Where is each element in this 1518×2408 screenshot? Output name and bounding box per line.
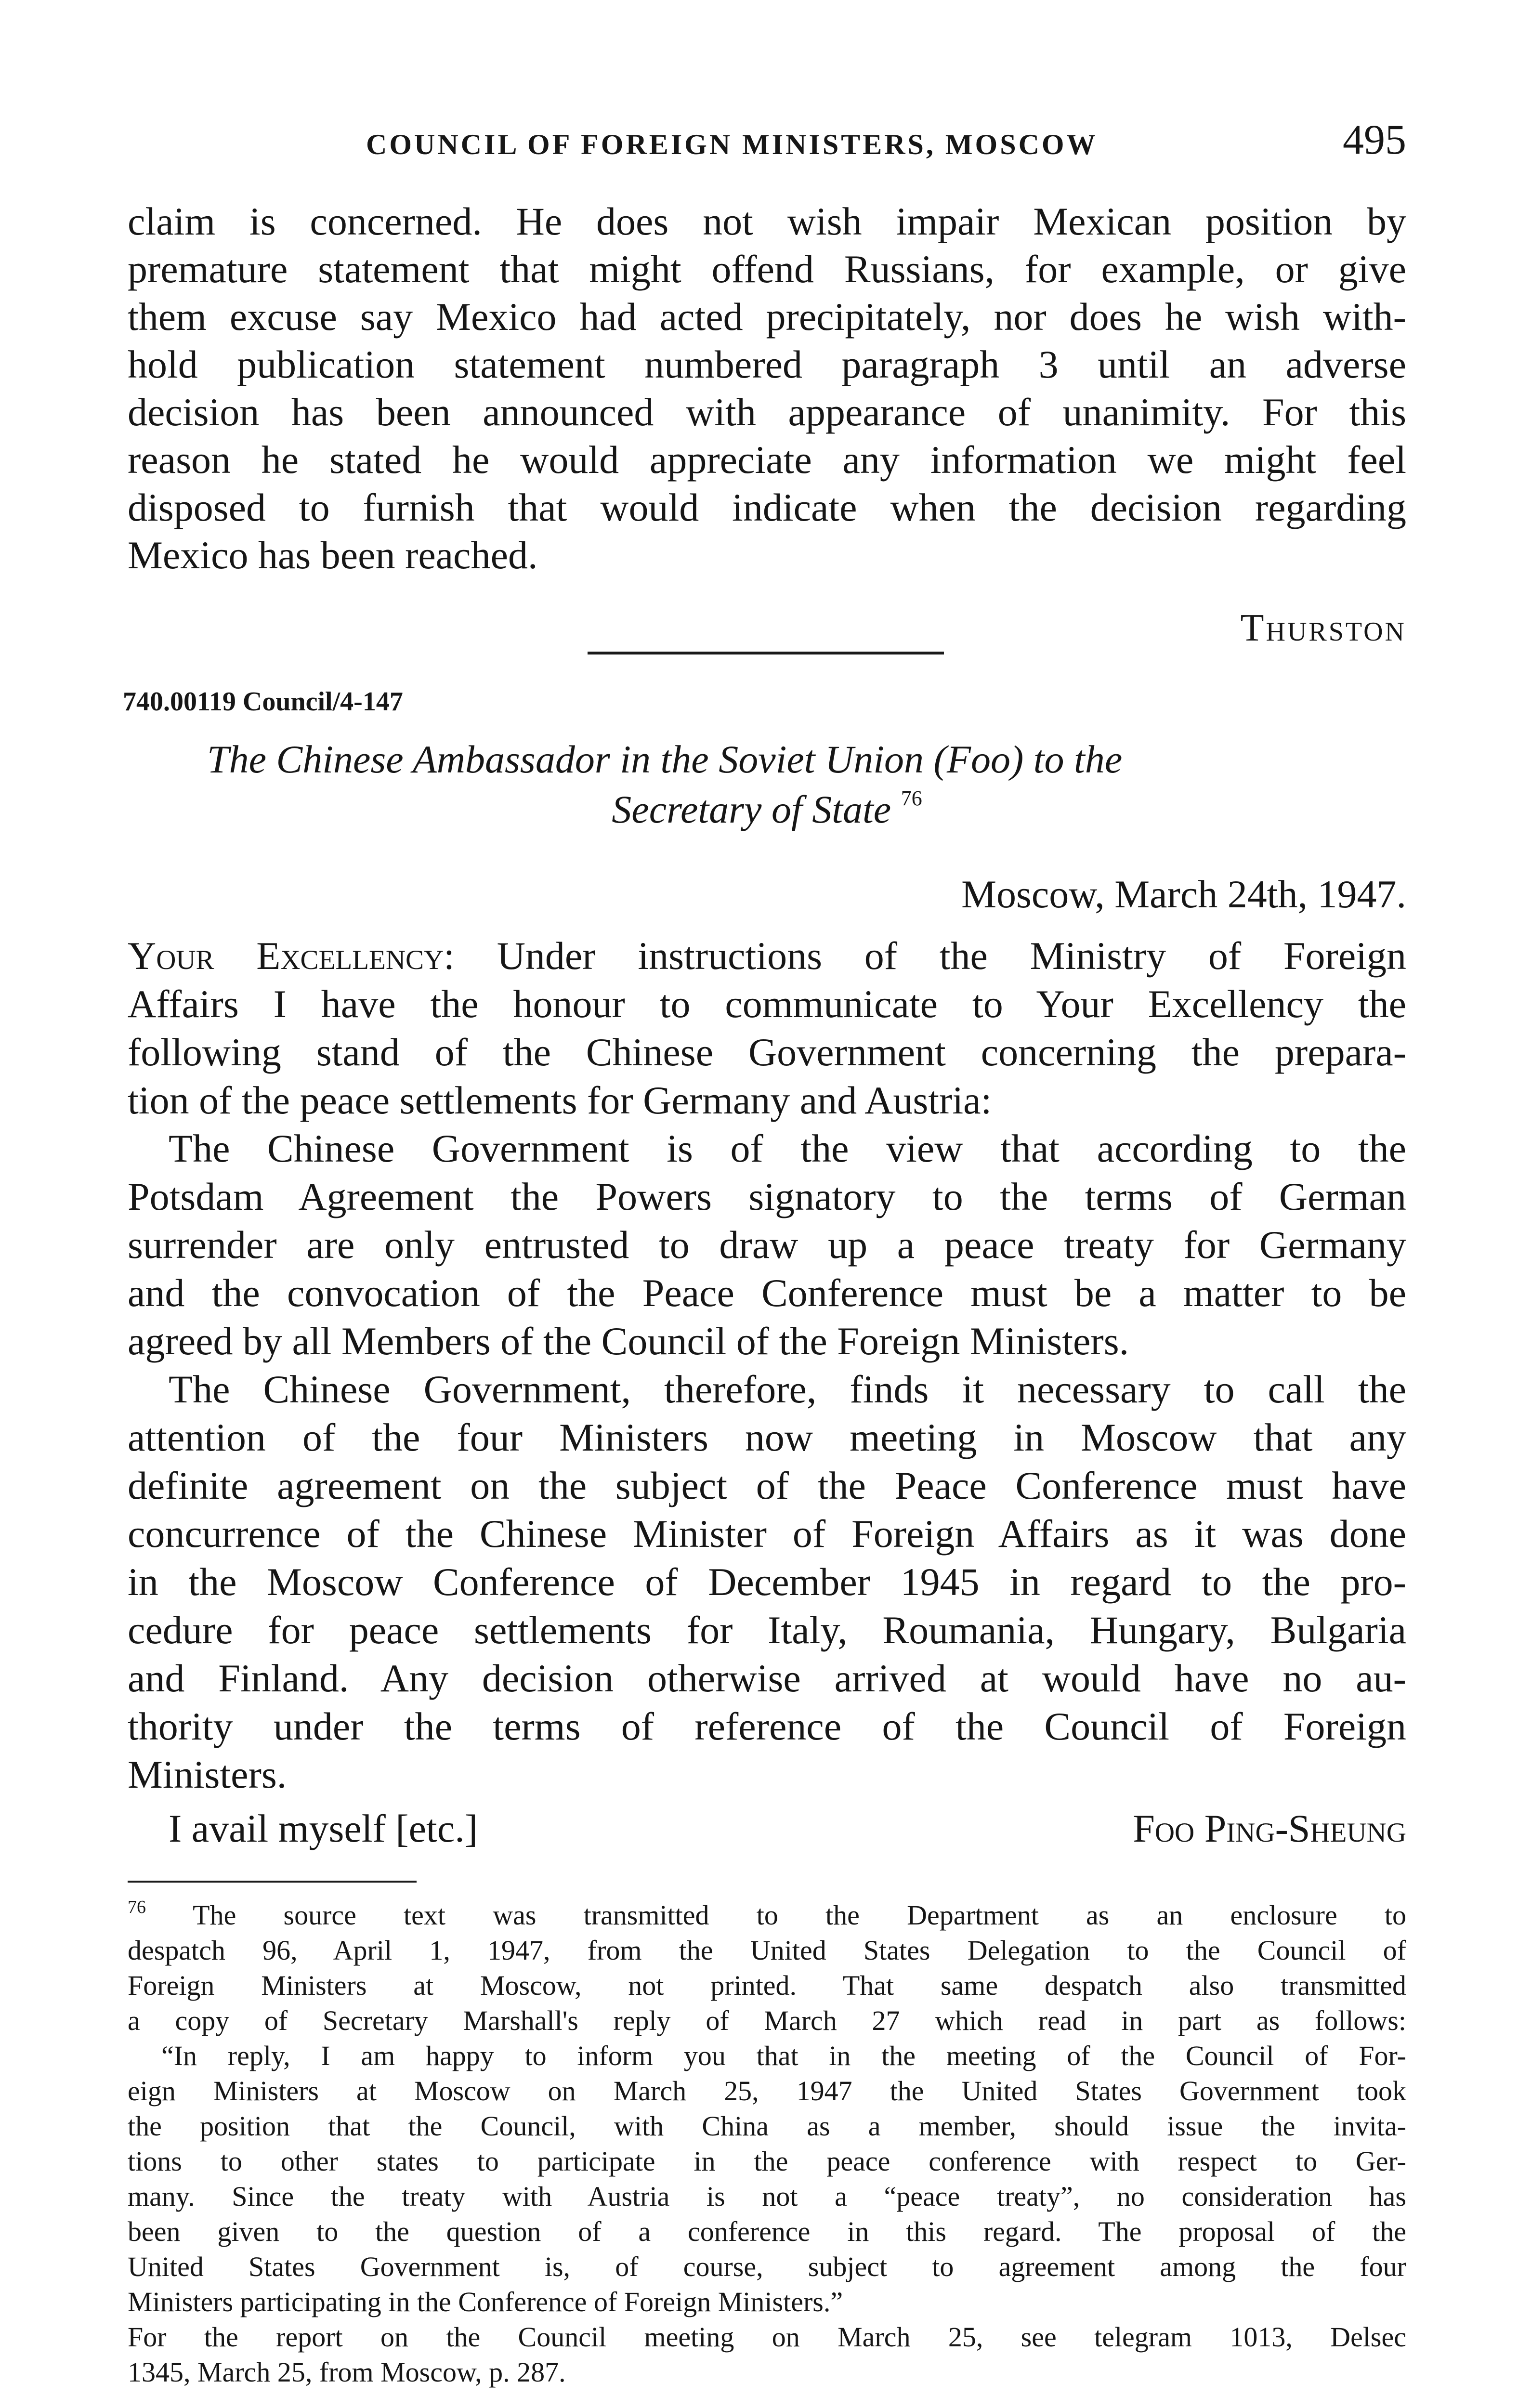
text-line: premature statement that might offend Russians, for example, or give: [128, 247, 1406, 291]
text-line: Mexico has been reached.: [128, 533, 538, 577]
footnote-marker: 76: [128, 1897, 146, 1917]
dateline: Moscow, March 24th, 1947.: [961, 872, 1406, 916]
text-line: claim is concerned. He does not wish impair Mexican position by: [128, 199, 1406, 243]
heading-line: The Chinese Ambassador in the Soviet Union (Foo) to the: [207, 737, 1123, 781]
file-number: 740.00119 Council/4-147: [123, 687, 403, 717]
text-line: the position that the Council, with China as a member, should issue the invita-: [128, 2110, 1406, 2142]
section-divider: [588, 652, 944, 654]
text-line: and the convocation of the Peace Conference must be a matter to be: [128, 1271, 1406, 1315]
text-line: definite agreement on the subject of the Peace Conference must have: [128, 1464, 1406, 1507]
text-line: “In reply, I am happy to inform you that in the meeting of the Council of For-: [161, 2040, 1406, 2071]
signature-foo: Foo Ping-Sheung: [1133, 1806, 1406, 1850]
text-line: them excuse say Mexico had acted precipitately, nor does he wish with-: [128, 295, 1406, 339]
heading-line: Secretary of State $^{76}$: [612, 786, 922, 831]
text-line: hold publication statement numbered paragraph 3 until an adverse: [128, 342, 1406, 386]
footnote: [128, 1898, 1406, 2390]
text-line: concurrence of the Chinese Minister of Foreign Affairs as it was done: [128, 1512, 1406, 1556]
salutation: Your Excellency:: [128, 934, 455, 978]
text-line: and Finland. Any decision otherwise arrived at would have no au-: [128, 1656, 1406, 1700]
text-line: following stand of the Chinese Government concerning the prepara-: [128, 1030, 1406, 1074]
text-line: $^{76}$ The source text was transmitted to the Department as an enclosure to: [128, 1897, 1406, 1931]
text-line: tions to other states to participate in the peace conference with respect to Ger-: [128, 2146, 1406, 2177]
running-head-title: COUNCIL OF FOREIGN MINISTERS, MOSCOW: [366, 129, 1098, 160]
text-line: attention of the four Ministers now meeting in Moscow that any: [128, 1415, 1406, 1459]
text-line: Ministers participating in the Conference of Foreign Ministers.”: [128, 2286, 843, 2317]
text-line: The Chinese Government is of the view that according to the: [169, 1126, 1406, 1170]
text-line: agreed by all Members of the Council of the Foreign Ministers.: [128, 1319, 1129, 1363]
text-line: thority under the terms of reference of the Council of Foreign: [128, 1704, 1406, 1748]
signature-thurston: Thurston: [1240, 607, 1406, 649]
text-line: United States Government is, of course, subject to agreement among the four: [128, 2251, 1406, 2282]
page-number: 495: [1343, 117, 1406, 163]
text-line: many. Since the treaty with Austria is not a “peace treaty”, no consideration has: [128, 2181, 1406, 2212]
text-line: Affairs I have the honour to communicate to Your Excellency the: [128, 982, 1406, 1026]
text-line: a copy of Secretary Marshall's reply of March 27 which read in part as follows:: [128, 2005, 1406, 2036]
text-line: The Chinese Government, therefore, finds it necessary to call the: [169, 1367, 1406, 1411]
text-line: tion of the peace settlements for Germany and Austria:: [128, 1078, 992, 1122]
text-line: Potsdam Agreement the Powers signatory to the terms of German: [128, 1175, 1406, 1218]
text-line: in the Moscow Conference of December 1945 in regard to the pro-: [128, 1560, 1406, 1604]
text-line: reason he stated he would appreciate any information we might feel: [128, 438, 1406, 482]
text-line: Your Excellency: Under instructions of the Ministry of Foreign: [128, 934, 1406, 978]
footnote-divider: [128, 1881, 417, 1883]
text-line: decision has been announced with appearance of unanimity. For this: [128, 390, 1406, 434]
text-line: For the report on the Council meeting on March 25, see telegram 1013, Delsec: [128, 2321, 1406, 2353]
letter-body: [128, 932, 1406, 1799]
text-line: surrender are only entrusted to draw up a peace treaty for Germany: [128, 1223, 1406, 1267]
document-heading: [128, 734, 1406, 835]
text-line: Foreign Ministers at Moscow, not printed. That same despatch also transmitted: [128, 1970, 1406, 2001]
text-line: eign Ministers at Moscow on March 25, 1947 the United States Government took: [128, 2075, 1406, 2107]
text-line: 1345, March 25, from Moscow, p. 287.: [128, 2356, 566, 2388]
closing-formula: I avail myself [etc.]: [169, 1806, 478, 1850]
continuation-paragraph: [128, 197, 1406, 649]
text-line: disposed to furnish that would indicate when the decision regarding: [128, 485, 1406, 529]
text-line: Ministers.: [128, 1753, 287, 1796]
text-line: been given to the question of a conference in this regard. The proposal of the: [128, 2216, 1406, 2247]
footnote-ref: 76: [901, 786, 922, 810]
running-head: [128, 116, 1406, 169]
text-line: despatch 96, April 1, 1947, from the United States Delegation to the Council of: [128, 1935, 1406, 1966]
text-line: cedure for peace settlements for Italy, Roumania, Hungary, Bulgaria: [128, 1608, 1406, 1652]
